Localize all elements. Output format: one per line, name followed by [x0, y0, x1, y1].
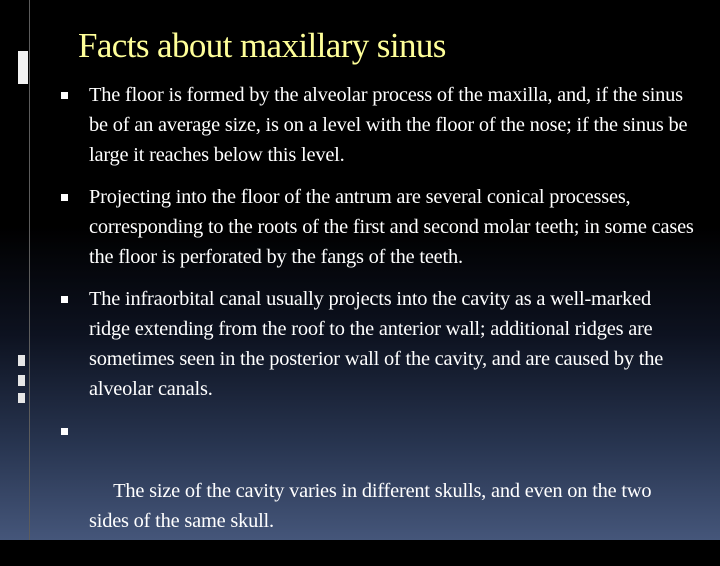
- bullet-item: [60, 416, 696, 566]
- bullet-text: The infraorbital canal usually projects into the cavity as a well-marked ridge extending from the roof to the anterior wall; additional ridges are sometimes seen in the posterior wall of the cavity, and are caused by the alveolar canals.: [89, 288, 664, 400]
- bullet-text: Projecting into the floor of the antrum are several conical processes, corresponding to the roots of the first and second molar teeth; in some cases the floor is perforated by the fangs of the teeth.: [89, 186, 694, 268]
- square-bullet-icon: [61, 194, 68, 201]
- square-bullet-icon: [61, 92, 68, 99]
- bullet-text: The floor is formed by the alveolar process of the maxilla, and, if the sinus be of an average size, is on a level with the floor of the nose; if the sinus be large it reaches below this level.: [89, 84, 688, 166]
- decorative-square: [18, 375, 25, 386]
- bullet-list: [60, 80, 696, 566]
- decorative-square: [18, 355, 25, 366]
- bullet-text: The size of the cavity varies in different skulls, and even on the two sides of the same skull.: [89, 480, 657, 532]
- square-bullet-icon: [61, 296, 68, 303]
- square-bullet-icon: [61, 428, 68, 435]
- decorative-square: [18, 393, 25, 403]
- left-border-line: [29, 0, 30, 540]
- slide-title: Facts about maxillary sinus: [78, 26, 446, 65]
- bullet-item: [60, 284, 696, 404]
- bullet-item: [60, 80, 696, 170]
- bullet-item: [60, 182, 696, 272]
- title-accent-bar: [18, 51, 28, 84]
